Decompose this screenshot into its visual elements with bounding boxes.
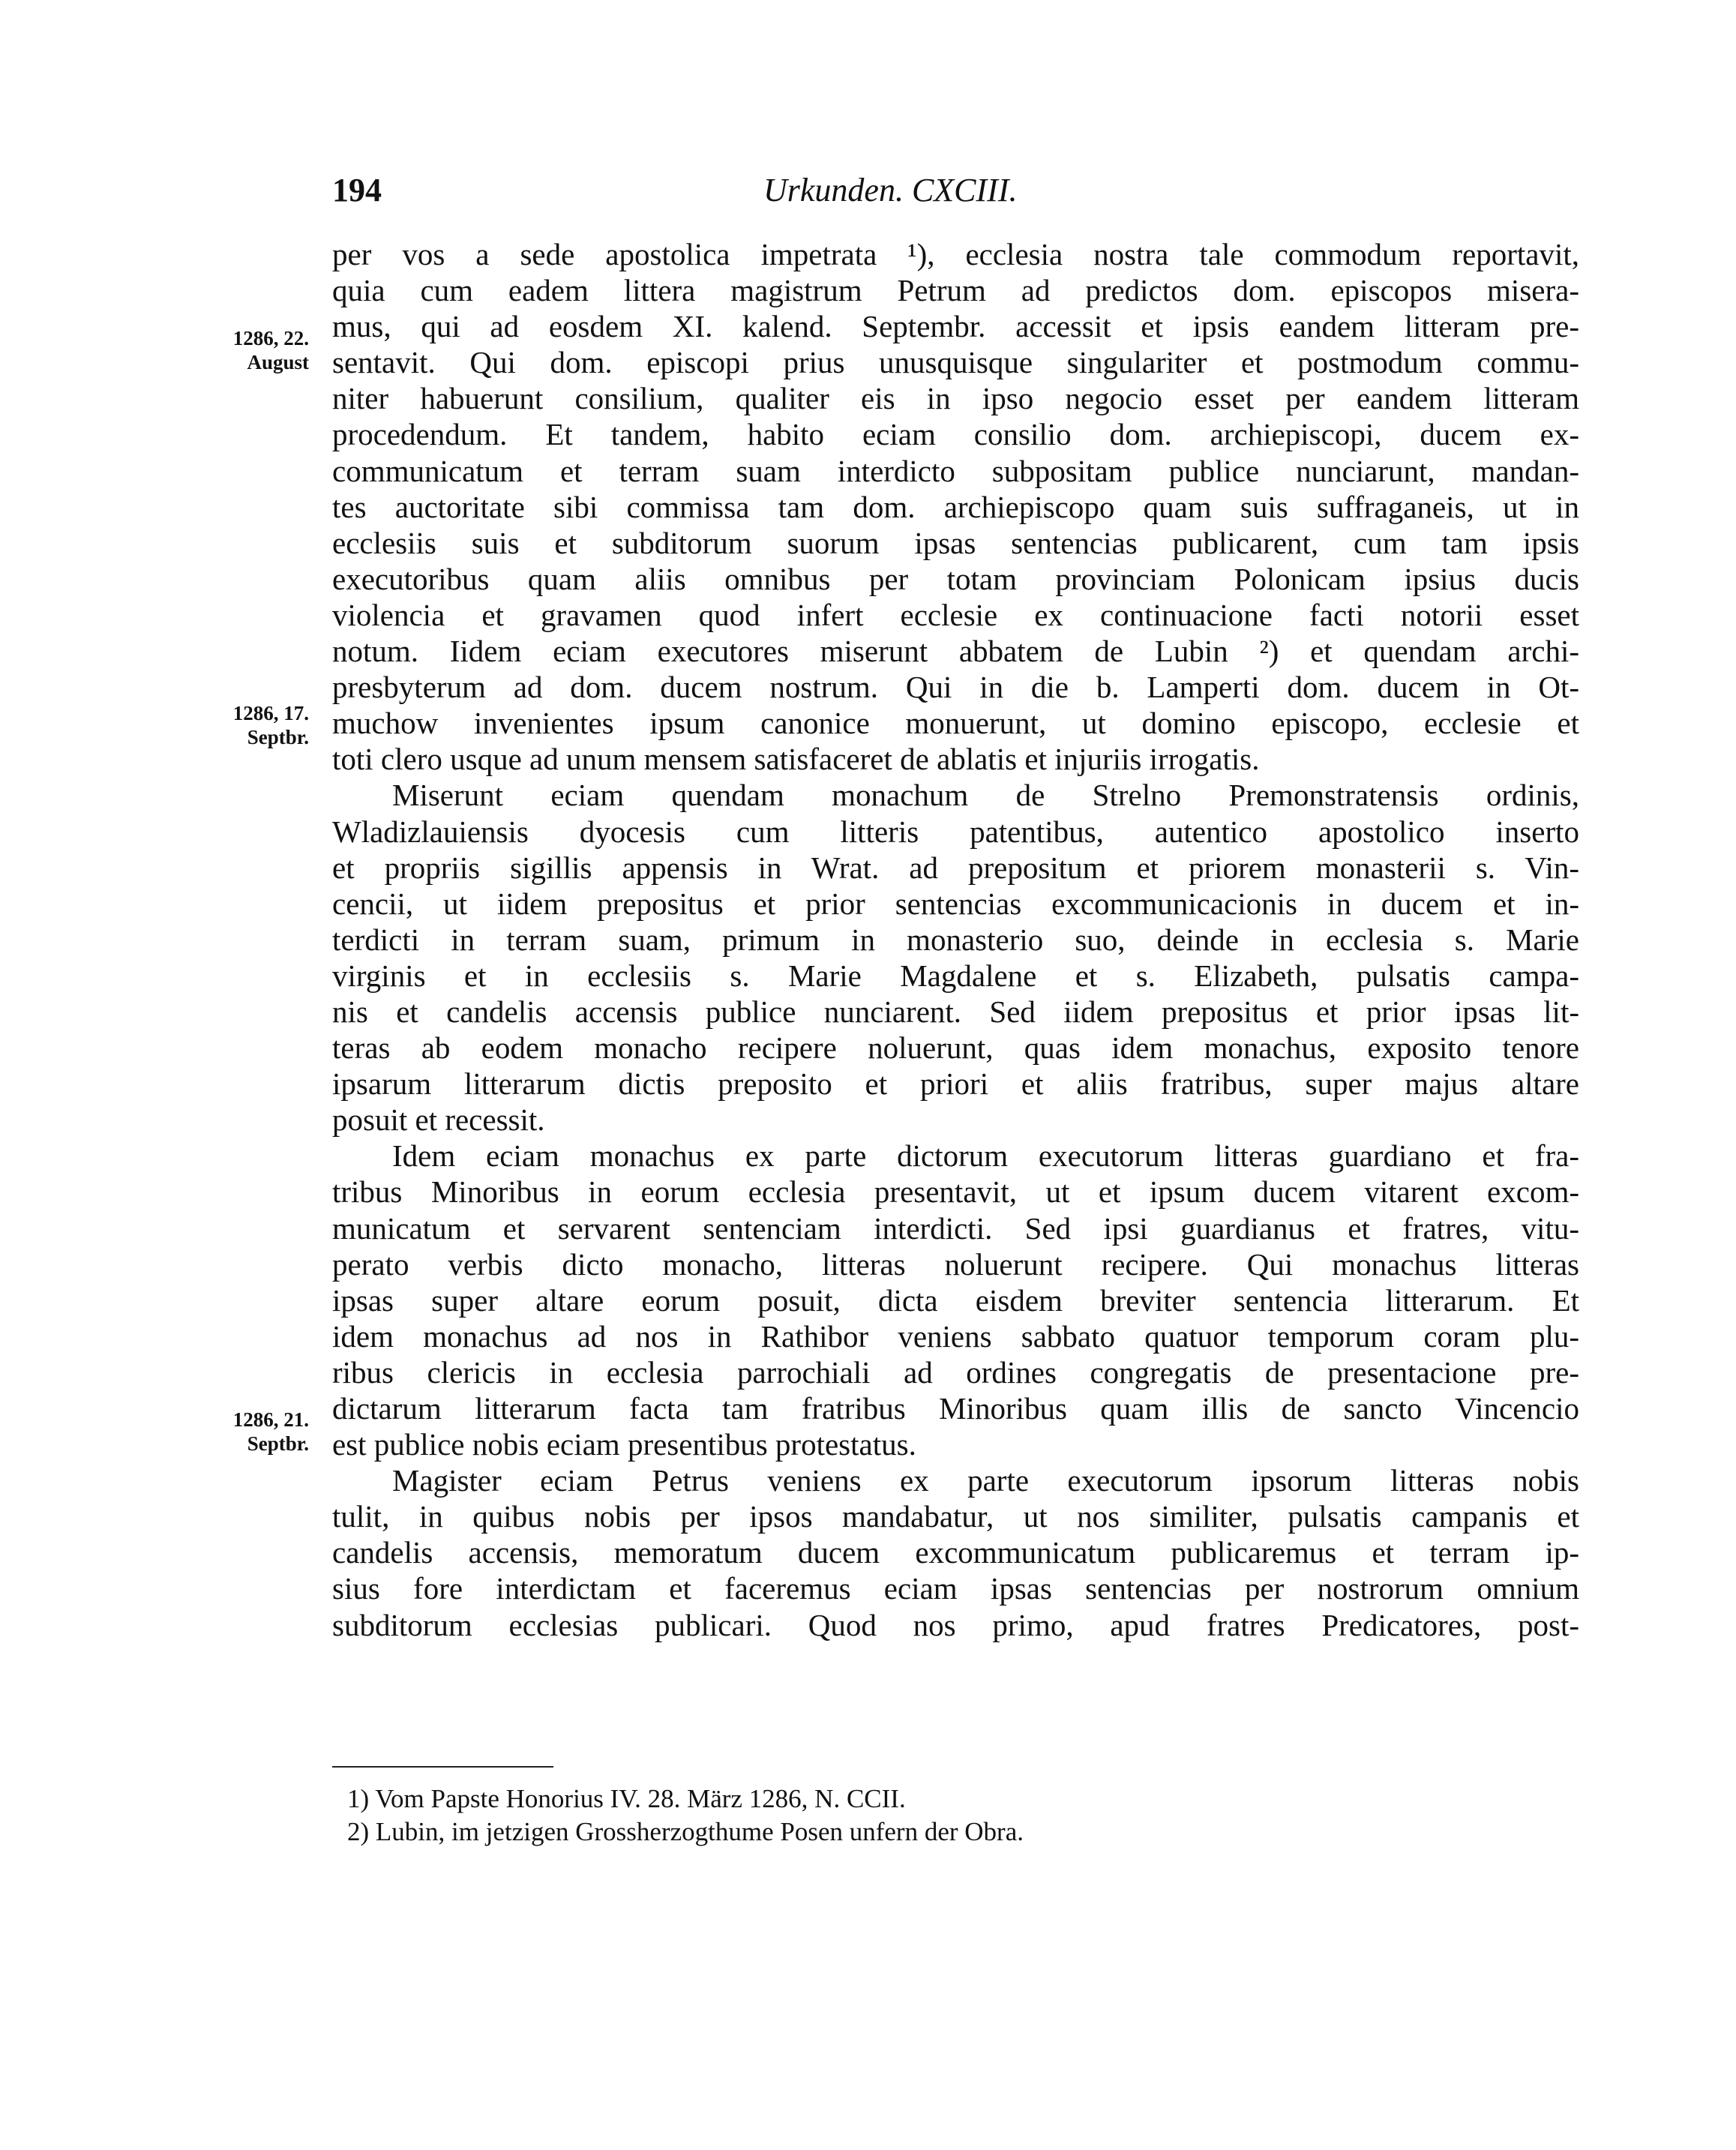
text-line: ipsarum litterarum dictis preposito et priori et aliis fratribus, super majus altare xyxy=(332,1066,1579,1102)
footnote-divider xyxy=(332,1766,553,1768)
text-line: executoribus quam aliis omnibus per totam provinciam Polonicam ipsius ducis xyxy=(332,561,1579,596)
footnotes xyxy=(347,1783,1472,1849)
text-line: per vos a sede apostolica impetrata ¹), ecclesia nostra tale commodum reportavit, xyxy=(332,237,1579,271)
text-line: muchow invenientes ipsum canonice monuerunt, ut domino episcopo, ecclesie et xyxy=(332,706,1579,741)
text-line: tulit, in quibus nobis per ipsos mandabatur, ut nos similiter, pulsatis campanis et xyxy=(332,1499,1579,1534)
text-line: procedendum. Et tandem, habito eciam consilio dom. archiepiscopi, ducem ex- xyxy=(332,417,1579,452)
text-line: sius fore interdictam et faceremus eciam ipsas sentencias per nostrorum omnium xyxy=(332,1571,1579,1606)
text-line: Idem eciam monachus ex parte dictorum executorum litteras guardiano et fra- xyxy=(392,1138,1579,1174)
text-line: perato verbis dicto monacho, litteras noluerunt recipere. Qui monachus litteras xyxy=(332,1246,1579,1282)
text-line: notum. Iidem eciam executores miserunt abbatem de Lubin ²) et quendam archi- xyxy=(332,634,1579,669)
text-line: presbyterum ad dom. ducem nostrum. Qui in die b. Lamperti dom. ducem in Ot- xyxy=(332,670,1579,705)
text-line: communicatum et terram suam interdicto subpositam publice nunciarunt, mandan- xyxy=(332,453,1579,488)
text-line: tribus Minoribus in eorum ecclesia presentavit, ut et ipsum ducem vitarent excom- xyxy=(332,1174,1579,1210)
text-line: nis et candelis accensis publice nunciarent. Sed iidem prepositus et prior ipsas lit- xyxy=(332,994,1579,1029)
text-line: mus, qui ad eosdem XI. kalend. Septembr. accessit et ipsis eandem litteram pre- xyxy=(332,309,1579,344)
margin-date-note: 1286, 17. Septbr. xyxy=(232,702,309,748)
text-line: candelis accensis, memoratum ducem excommunicatum publicaremus et terram ip- xyxy=(332,1535,1579,1570)
margin-date-note: 1286, 21. Septbr. xyxy=(232,1408,309,1455)
text-line: ipsas super altare eorum posuit, dicta eisdem breviter sentencia litterarum. Et xyxy=(332,1282,1579,1318)
text-line: Wladizlauiensis dyocesis cum litteris patentibus, autentico apostolico inserto xyxy=(332,814,1579,849)
text-line: est publice nobis eciam presentibus protestatus. xyxy=(332,1427,916,1462)
text-line: violencia et gravamen quod infert ecclesie ex continuacione facti notorii esset xyxy=(332,597,1579,632)
text-line: ribus clericis in ecclesia parrochiali ad ordines congregatis de presentacione pre- xyxy=(332,1354,1579,1390)
text-line: municatum et servarent sentenciam interdicti. Sed ipsi guardianus et fratres, vitu- xyxy=(332,1210,1579,1246)
text-line: niter habuerunt consilium, qualiter eis in ipso negocio esset per eandem litteram xyxy=(332,381,1579,416)
text-line: posuit et recessit. xyxy=(332,1102,545,1138)
text-line: cencii, ut iidem prepositus et prior sentencias excommunicacionis in ducem et in- xyxy=(332,886,1579,921)
body-text xyxy=(332,236,1579,1643)
text-line: sentavit. Qui dom. episcopi prius unusquisque singulariter et postmodum commu- xyxy=(332,345,1579,380)
margin-date-note: 1286, 22. August xyxy=(232,327,309,373)
text-line: et propriis sigillis appensis in Wrat. ad prepositum et priorem monasterii s. Vin- xyxy=(332,850,1579,885)
text-line: dictarum litterarum facta tam fratribus Minoribus quam illis de sancto Vincencio xyxy=(332,1391,1579,1426)
text-line: virginis et in ecclesiis s. Marie Magdalene et s. Elizabeth, pulsatis campa- xyxy=(332,958,1579,993)
footnote: 2) Lubin, im jetzigen Grossherzogthume Posen unfern der Obra. xyxy=(347,1817,1024,1846)
footnote: 1) Vom Papste Honorius IV. 28. März 1286, N. CCII. xyxy=(347,1784,906,1813)
text-line: teras ab eodem monacho recipere noluerunt, quas idem monachus, exposito tenore xyxy=(332,1030,1579,1066)
page-header xyxy=(332,171,1585,216)
text-line: subditorum ecclesias publicari. Quod nos primo, apud fratres Predicatores, post- xyxy=(332,1607,1579,1642)
text-line: Miserunt eciam quendam monachum de Strelno Premonstratensis ordinis, xyxy=(392,778,1579,813)
text-line: toti clero usque ad unum mensem satisfaceret de ablatis et injuriis irrogatis. xyxy=(332,742,1260,777)
text-line: Magister eciam Petrus veniens ex parte executorum ipsorum litteras nobis xyxy=(392,1463,1579,1498)
text-line: ecclesiis suis et subditorum suorum ipsas sentencias publicarent, cum tam ipsis xyxy=(332,525,1579,560)
text-line: idem monachus ad nos in Rathibor veniens sabbato quatuor temporum coram plu- xyxy=(332,1318,1579,1354)
running-title: Urkunden. CXCIII. xyxy=(763,172,1018,208)
text-line: tes auctoritate sibi commissa tam dom. archiepiscopo quam suis suffraganeis, ut in xyxy=(332,489,1579,524)
text-line: terdicti in terram suam, primum in monasterio suo, deinde in ecclesia s. Marie xyxy=(332,922,1579,957)
page-number: 194 xyxy=(332,172,382,208)
text-line: quia cum eadem littera magistrum Petrum ad predictos dom. episcopos misera- xyxy=(332,273,1579,308)
